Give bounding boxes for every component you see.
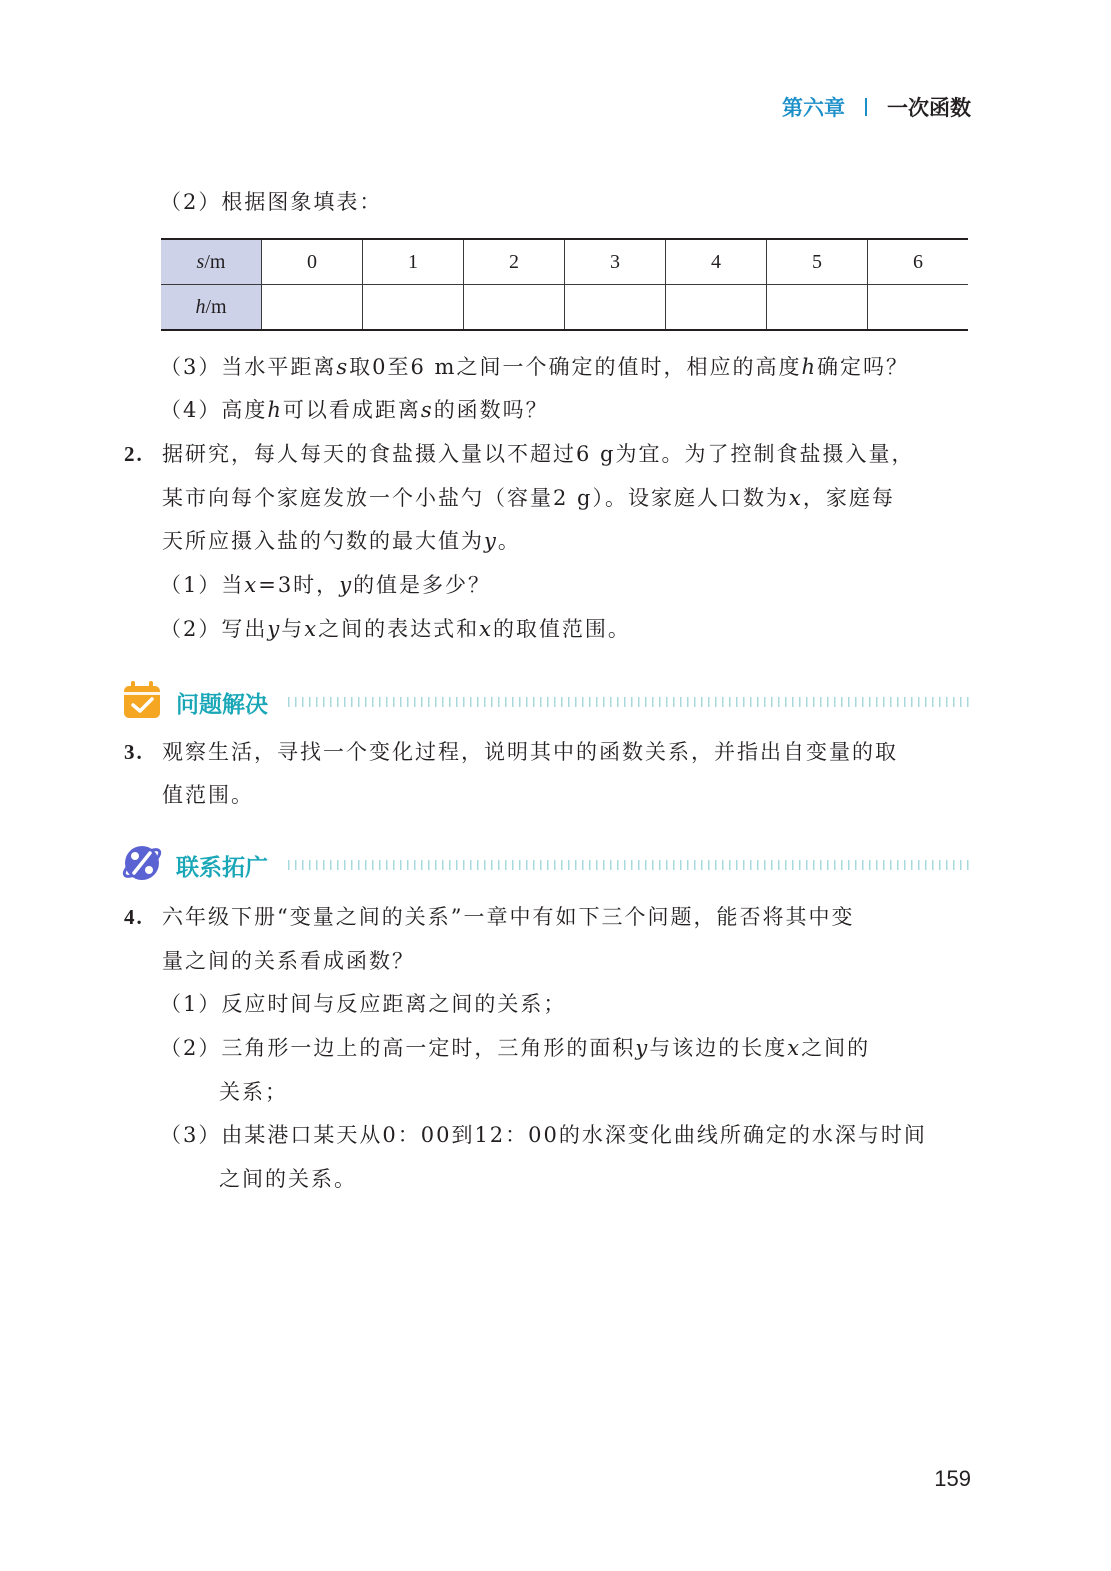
calendar-check-icon <box>122 680 162 724</box>
section-divider <box>288 860 974 870</box>
q3-number: 3. <box>124 740 144 764</box>
percent-planet-icon <box>122 843 162 887</box>
q2-line3: 天所应摄入盐的勺数的最大值为y。 <box>162 529 521 553</box>
q1-part2: （2）根据图象填表： <box>160 190 383 214</box>
table-cell: 6 <box>868 239 969 285</box>
q4-part3: （3）由某港口某天从0：00到12：00的水深变化曲线所确定的水深与时间 <box>160 1123 927 1147</box>
q4-part2: （2）三角形一边上的高一定时，三角形的面积y与该边的长度x之间的 <box>160 1036 871 1060</box>
table-row-s <box>161 239 968 285</box>
q4-line2: 量之间的关系看成函数？ <box>162 949 415 973</box>
q1-part4: （4）高度h可以看成距离s的函数吗？ <box>160 398 549 422</box>
table-cell: 1 <box>363 239 464 285</box>
table-row-label: h/m <box>161 285 262 331</box>
table-cell-empty[interactable] <box>363 285 464 331</box>
chapter-title: 一次函数 <box>887 96 971 120</box>
q2-part2: （2）写出y与x之间的表达式和x的取值范围。 <box>160 617 631 641</box>
q1-part3: （3）当水平距离s取0至6 m之间一个确定的值时，相应的高度h确定吗？ <box>160 355 909 379</box>
q4-part2-cont: 关系； <box>219 1080 288 1104</box>
q3-line1: 观察生活，寻找一个变化过程，说明其中的函数关系，并指出自变量的取 <box>162 740 898 764</box>
table-cell: 5 <box>767 239 868 285</box>
section-title: 联系拓广 <box>176 854 268 881</box>
section-title: 问题解决 <box>176 691 268 718</box>
table-cell: 0 <box>262 239 363 285</box>
q2-part1: （1）当x=3时，y的值是多少？ <box>160 573 492 597</box>
section-extension <box>122 843 974 887</box>
q4-line1: 六年级下册“变量之间的关系”一章中有如下三个问题，能否将其中变 <box>162 905 855 929</box>
table-cell-empty[interactable] <box>565 285 666 331</box>
table-cell-empty[interactable] <box>767 285 868 331</box>
section-divider <box>288 697 974 707</box>
q2-number: 2. <box>124 442 144 466</box>
table-row-label: s/m <box>161 239 262 285</box>
chapter-label: 第六章 <box>782 96 845 120</box>
table-cell: 3 <box>565 239 666 285</box>
table-row-h <box>161 285 968 331</box>
table-cell: 2 <box>464 239 565 285</box>
page-number: 159 <box>934 1466 971 1491</box>
table-cell-empty[interactable] <box>868 285 969 331</box>
header-divider <box>865 98 867 116</box>
q4-part1: （1）反应时间与反应距离之间的关系； <box>160 992 567 1016</box>
table-cell-empty[interactable] <box>666 285 767 331</box>
table-cell: 4 <box>666 239 767 285</box>
running-header <box>782 92 971 122</box>
table-cell-empty[interactable] <box>464 285 565 331</box>
section-problem-solving <box>122 680 974 724</box>
q2-line2: 某市向每个家庭发放一个小盐勺（容量2 g）。设家庭人口数为x，家庭每 <box>162 486 895 510</box>
q2-line1: 据研究，每人每天的食盐摄入量以不超过6 g为宜。为了控制食盐摄入量， <box>162 442 915 466</box>
q3-line2: 值范围。 <box>162 783 254 807</box>
table-cell-empty[interactable] <box>262 285 363 331</box>
q4-part3-cont: 之间的关系。 <box>219 1167 357 1191</box>
fill-table <box>161 238 968 331</box>
q4-number: 4. <box>124 905 144 929</box>
